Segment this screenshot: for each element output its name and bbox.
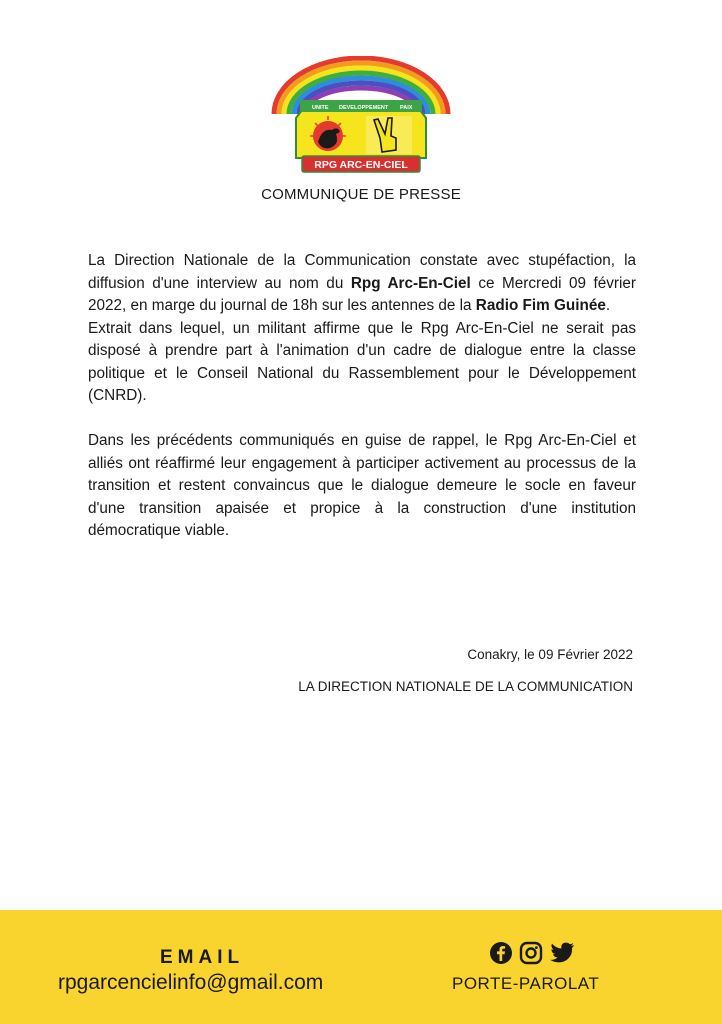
page-title: COMMUNIQUE DE PRESSE: [261, 186, 461, 203]
svg-text:UNITE: UNITE: [312, 105, 329, 111]
svg-text:DEVELOPPEMENT: DEVELOPPEMENT: [339, 105, 389, 111]
svg-text:RPG ARC-EN-CIEL: RPG ARC-EN-CIEL: [314, 159, 408, 171]
press-release-body: [88, 250, 636, 543]
spokesperson-label: PORTE-PAROLAT: [452, 974, 600, 993]
email-address[interactable]: rpgarcencielinfo@gmail.com: [58, 971, 324, 994]
instagram-icon[interactable]: [519, 941, 543, 965]
email-label: EMAIL: [160, 947, 245, 968]
place-date: Conakry, le 09 Février 2022: [467, 647, 633, 662]
radio-name: Radio Fim Guinée: [475, 297, 606, 314]
svg-text:PAIX: PAIX: [400, 105, 413, 111]
facebook-icon[interactable]: [489, 941, 513, 965]
signature: LA DIRECTION NATIONALE DE LA COMMUNICATION: [298, 679, 633, 694]
party-name: Rpg Arc-En-Ciel: [350, 274, 471, 292]
social-icons: [489, 940, 579, 966]
party-logo: [262, 56, 460, 176]
paragraph-3: Dans les précédents communiqués en guise de rappel, le Rpg Arc-En-Ciel et alliés ont réaffirmé leur engagement à participer activement au processus de la transition et restent convaincus que le dialogue demeure le socle en faveur d'une transition apaisée et propice à la construction d'une institution démocratique viable.: [88, 432, 636, 539]
paragraph-1: La Direction Nationale de la Communication constate avec stupéfaction, la diffusion d'une interview au nom du Rpg Arc-En-Ciel ce Mercredi 09 février 2022, en marge du journal de 18h sur les antennes de la Radio Fim Guinée.: [88, 252, 637, 314]
paragraph-2: Extrait dans lequel, un militant affirme que le Rpg Arc-En-Ciel ne serait pas disposé à prendre part à l'animation d'un cadre de dialogue entre la classe politique et le Conseil National du Rassemblement pour le Développement (CNRD).: [88, 319, 636, 404]
twitter-icon[interactable]: [549, 942, 575, 964]
footer-bar: [0, 910, 722, 1024]
